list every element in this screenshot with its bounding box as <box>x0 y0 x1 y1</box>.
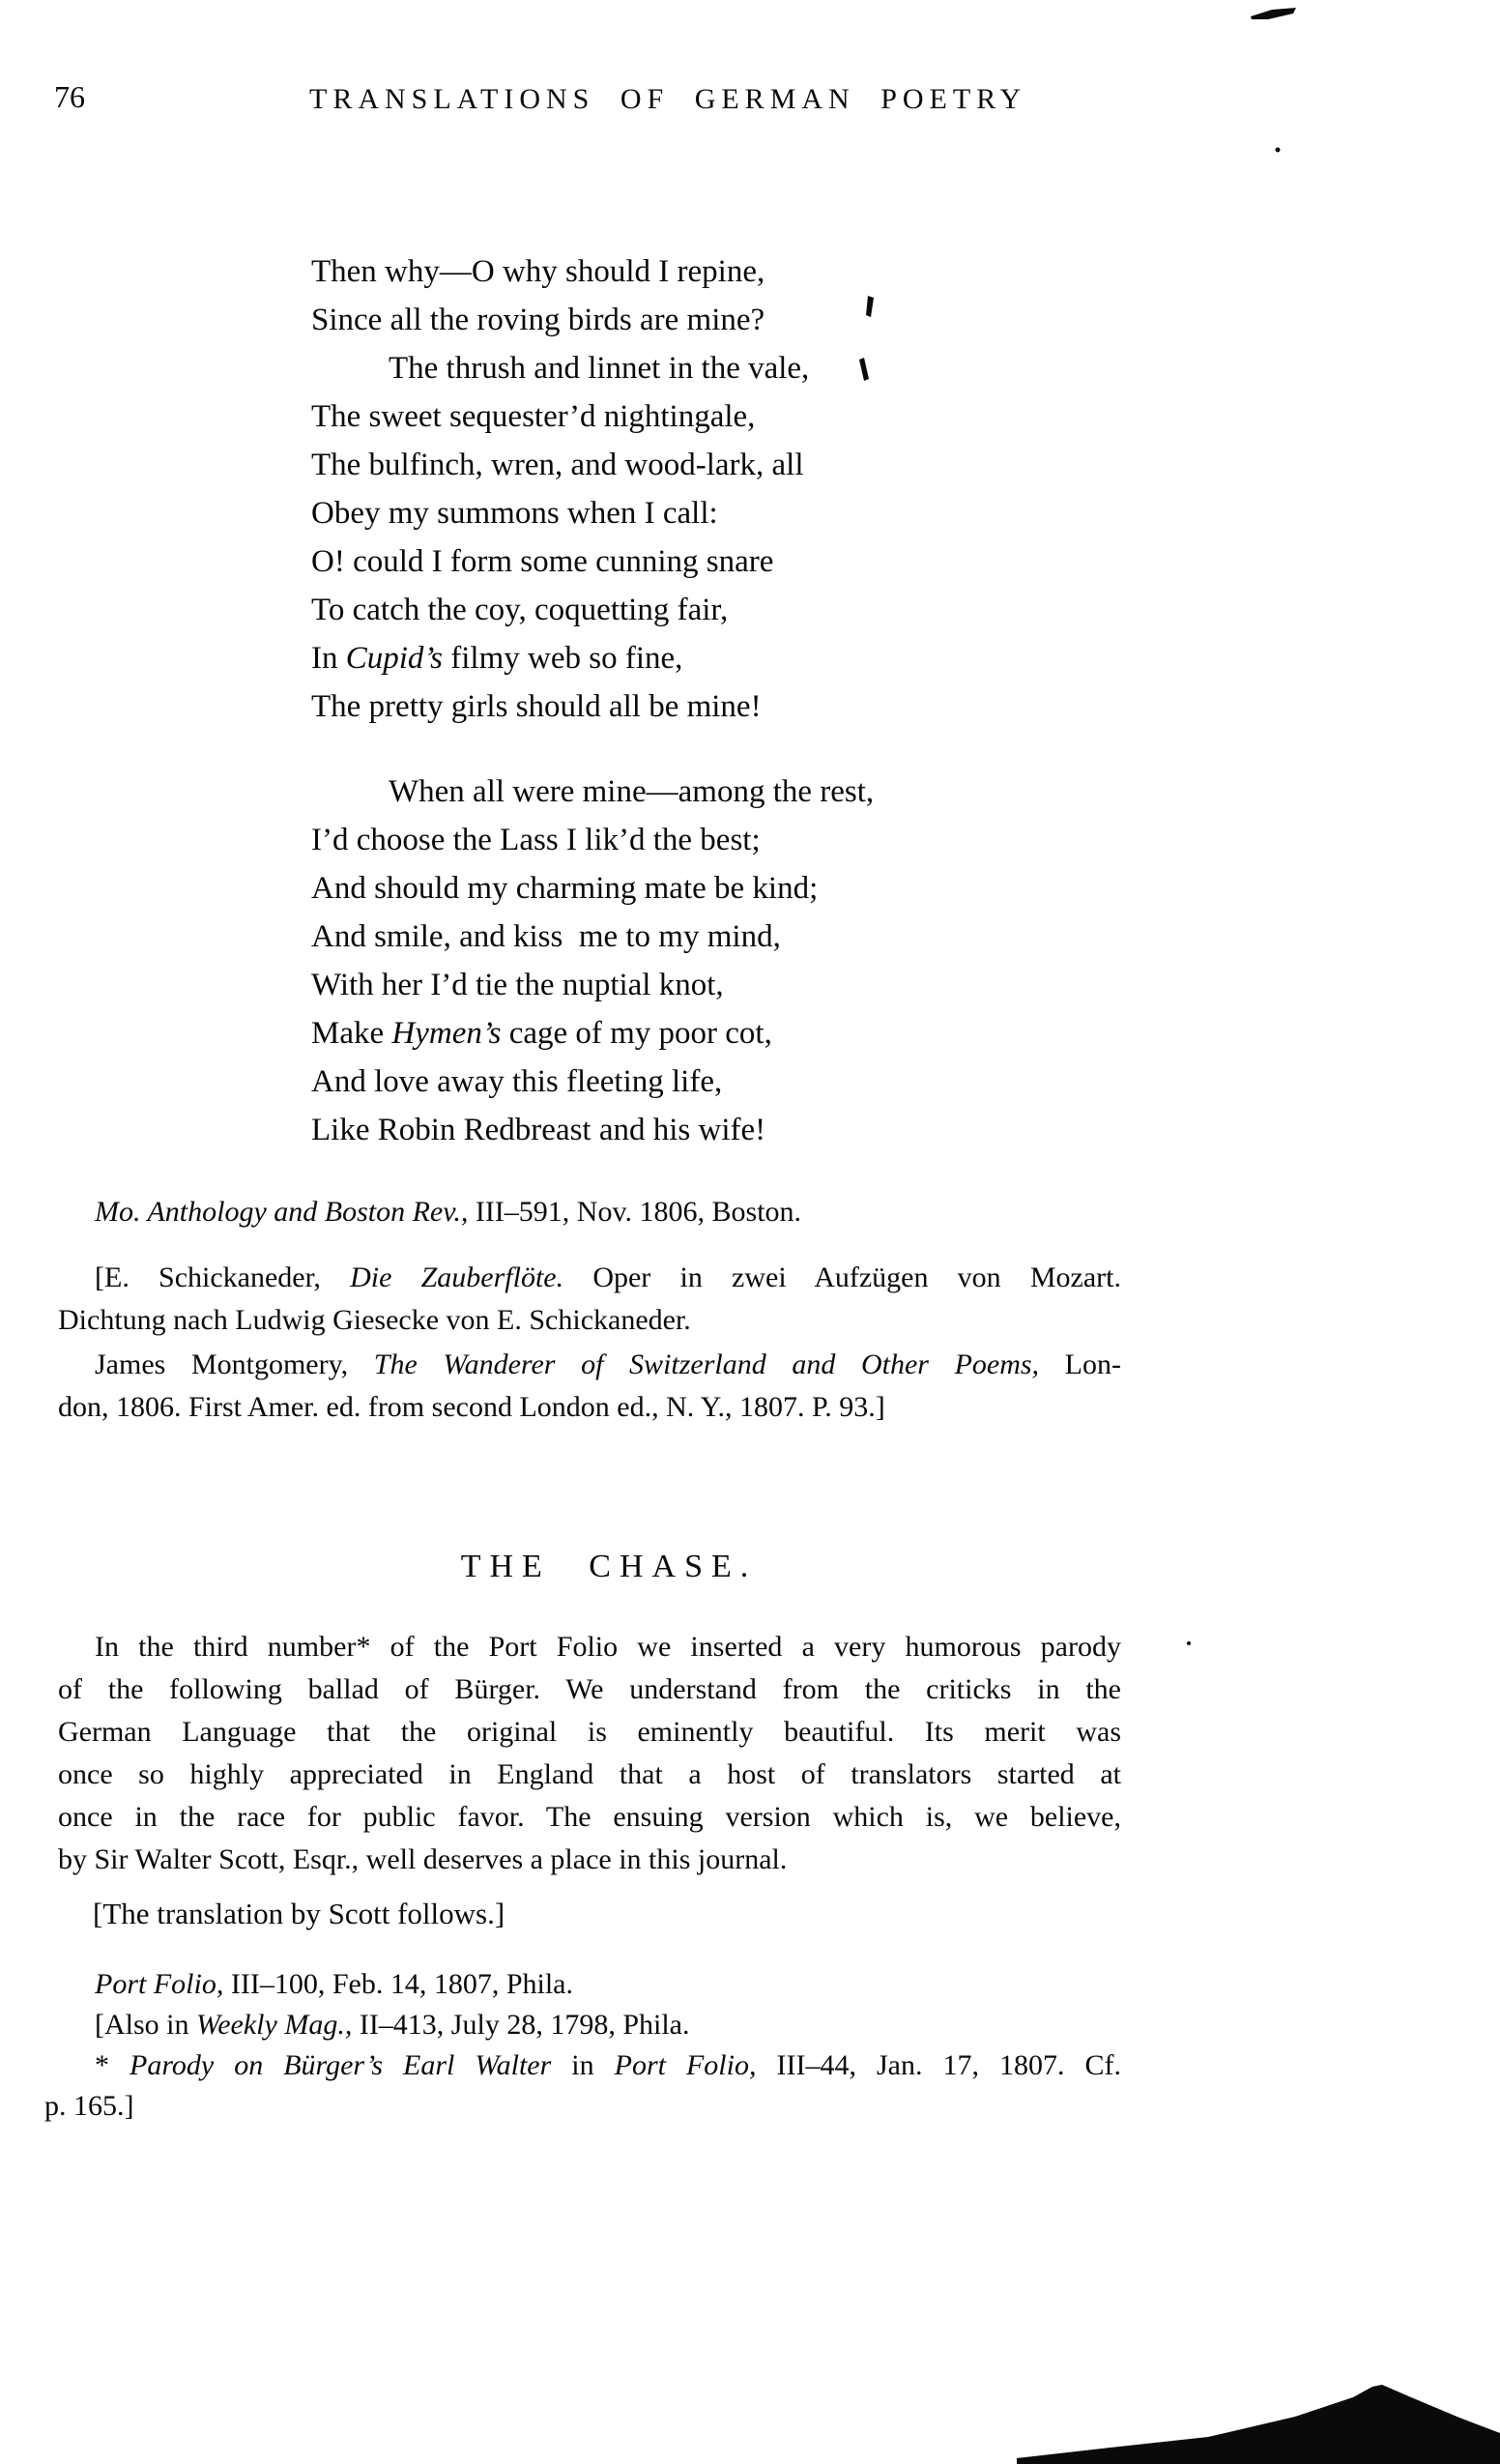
poem-line: With her I’d tie the nuptial knot, <box>311 968 724 1002</box>
poem-line: The thrush and linnet in the vale, <box>389 351 810 386</box>
poem-line: And smile, and kiss me to my mind, <box>311 919 781 954</box>
paragraph-line: In the third number* of the Port Folio we inserted a very humorous parody <box>95 1631 1121 1663</box>
poem-line: Like Robin Redbreast and his wife! <box>311 1113 766 1147</box>
scan-artifact-tick-2 <box>859 358 869 381</box>
citation-monthly-anthology <box>58 1191 1121 1233</box>
poem-line: In Cupid’s filmy web so fine, <box>311 641 683 676</box>
citation-montgomery-note <box>58 1344 1121 1429</box>
citation-line: James Montgomery, The Wanderer of Switzerland and Other Poems, Lon- <box>95 1348 1121 1380</box>
scan-artifact-speck-2 <box>1187 1641 1191 1645</box>
poem-line: O! could I form some cunning snare <box>311 544 774 579</box>
poem-line: And love away this fleeting life, <box>311 1064 723 1099</box>
poem-line: To catch the coy, coquetting fair, <box>311 593 729 627</box>
poem-line: Since all the roving birds are mine? <box>311 303 765 337</box>
citation-line: Port Folio, III–100, Feb. 14, 1807, Phila. <box>95 1968 573 2000</box>
poem-line: The pretty girls should all be mine! <box>311 689 762 724</box>
citation-line: don, 1806. First Amer. ed. from second London ed., N. Y., 1807. P. 93.] <box>58 1391 885 1423</box>
poem-line: And should my charming mate be kind; <box>311 871 819 906</box>
poem-stanza-1 <box>311 247 809 731</box>
scan-artifact-speck <box>1276 148 1281 153</box>
citation-line: [E. Schickaneder, Die Zauberflöte. Oper in zwei Aufzügen von Mozart. <box>95 1261 1122 1293</box>
poem-line: When all were mine—among the rest, <box>389 774 875 809</box>
scan-artifact-tick-1 <box>866 296 874 317</box>
citation-line: * Parody on Bürger’s Earl Walter in Port Folio, III–44, Jan. 17, 1807. Cf. <box>95 2049 1121 2081</box>
paragraph-line: once so highly appreciated in England that a host of translators started at <box>58 1758 1121 1790</box>
running-header: TRANSLATIONS OF GERMAN POETRY <box>309 83 1027 115</box>
citation-schickaneder-note <box>58 1257 1121 1342</box>
chase-intro-paragraph <box>58 1626 1121 1881</box>
poem-line: I’d choose the Lass I lik’d the best; <box>311 823 761 857</box>
citation-line: p. 165.] <box>44 2090 134 2122</box>
section-heading-the-chase: THE CHASE. <box>460 1549 758 1584</box>
poem-line: Make Hymen’s cage of my poor cot, <box>311 1016 772 1051</box>
paragraph-line: once in the race for public favor. The ensuing version which is, we believe, <box>58 1801 1121 1833</box>
paragraph-line: by Sir Walter Scott, Esqr., well deserves a place in this journal. <box>58 1843 788 1875</box>
poem-line: Then why—O why should I repine, <box>311 254 765 289</box>
poem-line: The bulfinch, wren, and wood-lark, all <box>311 448 804 482</box>
poem-line: Obey my summons when I call: <box>311 496 718 531</box>
citation-line: Mo. Anthology and Boston Rev., III–591, Nov. 1806, Boston. <box>95 1196 802 1228</box>
translation-note: [The translation by Scott follows.] <box>93 1897 505 1930</box>
citation-line: Dichtung nach Ludwig Giesecke von E. Schickaneder. <box>58 1304 691 1336</box>
scan-artifact-top-dash <box>1251 8 1296 19</box>
scan-artifact-corner-wedge <box>1017 2385 1500 2464</box>
poem-stanza-2 <box>311 768 874 1154</box>
paragraph-line: German Language that the original is eminently beautiful. Its merit was <box>58 1716 1121 1748</box>
page-number: 76 <box>54 79 85 114</box>
paragraph-line: of the following ballad of Bürger. We understand from the criticks in the <box>58 1673 1121 1705</box>
chase-citations <box>44 1964 1121 2127</box>
poem-line: The sweet sequester’d nightingale, <box>311 399 756 434</box>
citation-line: [Also in Weekly Mag., II–413, July 28, 1798, Phila. <box>95 2009 690 2041</box>
